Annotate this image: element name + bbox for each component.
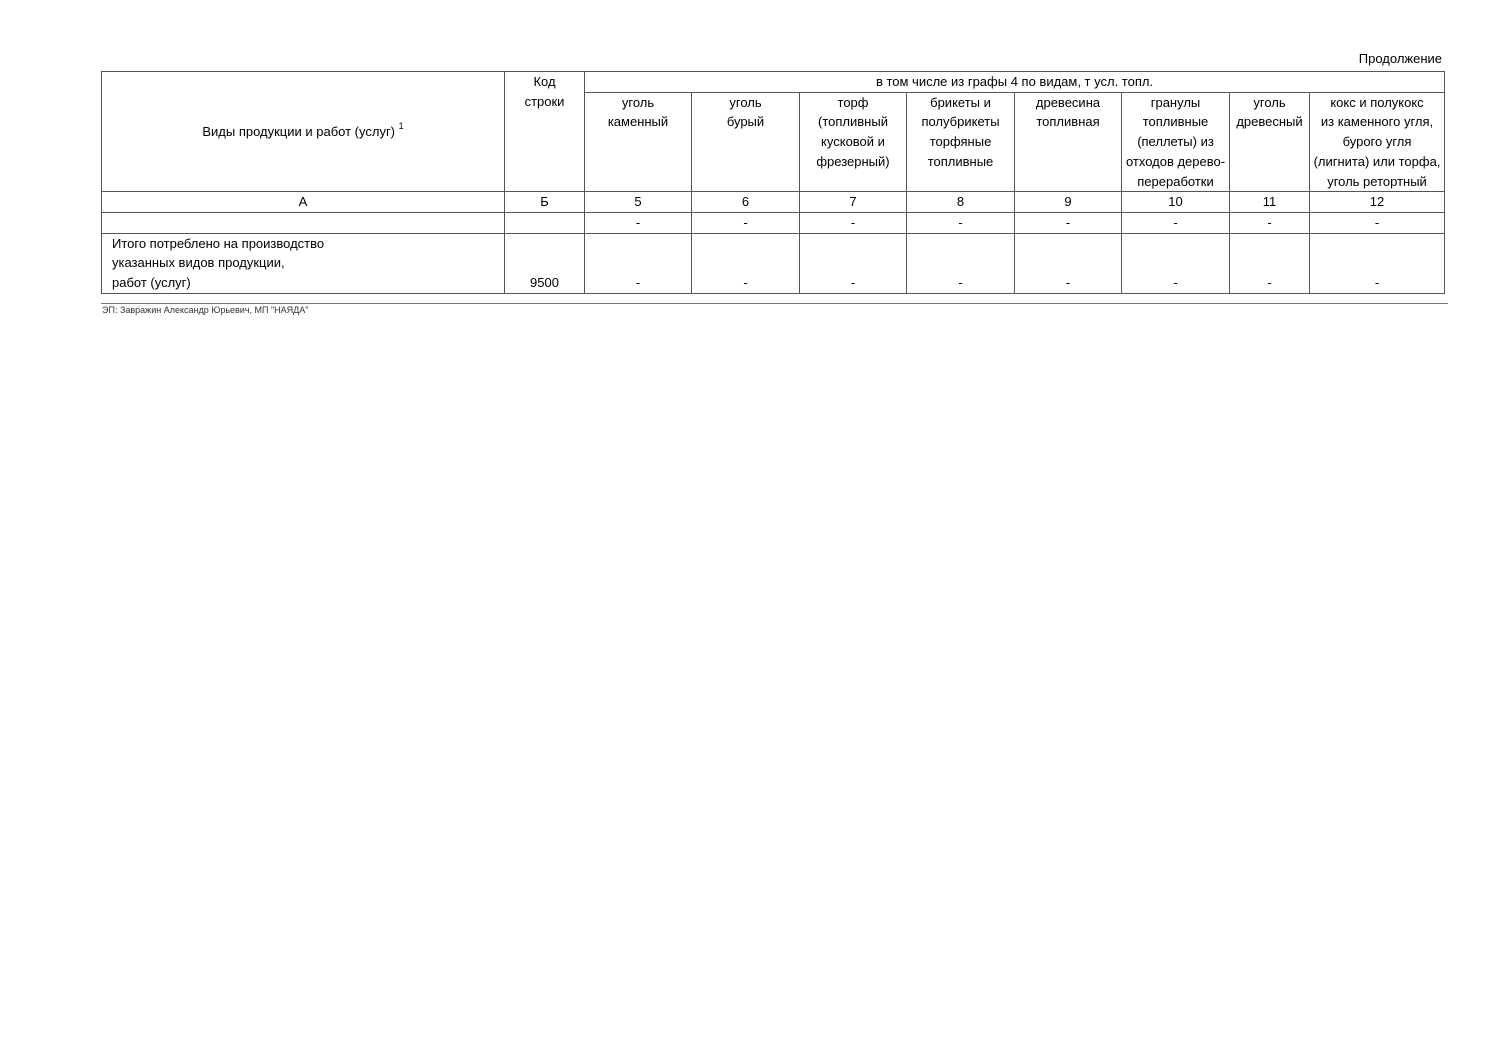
value-cell: - bbox=[1230, 233, 1310, 293]
numbering-cell: 11 bbox=[1230, 192, 1310, 213]
header-line: из каменного угля, bbox=[1320, 114, 1434, 130]
total-row-label bbox=[102, 233, 505, 293]
value-cell: - bbox=[800, 233, 907, 293]
header-line: (топливный bbox=[818, 114, 888, 130]
value-cell: - bbox=[1015, 233, 1122, 293]
value-cell: - bbox=[692, 233, 800, 293]
numbering-cell: 9 bbox=[1015, 192, 1122, 213]
header-line: отходов дерево- bbox=[1125, 153, 1226, 169]
header-row-code bbox=[505, 72, 585, 192]
numbering-cell: Б bbox=[505, 192, 585, 213]
header-col-7 bbox=[800, 92, 907, 192]
header-col-12 bbox=[1310, 92, 1445, 192]
header-col-10 bbox=[1122, 92, 1230, 192]
header-col-6 bbox=[692, 92, 800, 192]
numbering-cell: 6 bbox=[692, 192, 800, 213]
fuel-consumption-table bbox=[101, 71, 1445, 294]
electronic-signature: ЭП: Завражин Александр Юрьевич, МП "НАЯДА" bbox=[102, 305, 309, 315]
value-cell: - bbox=[907, 212, 1015, 233]
value-cell: - bbox=[1122, 233, 1230, 293]
header-line: топливные bbox=[1142, 114, 1209, 130]
header-row-group bbox=[102, 72, 1445, 93]
value-cell: - bbox=[1310, 212, 1445, 233]
header-line: полубрикеты bbox=[921, 114, 1000, 130]
value-cell: - bbox=[1015, 212, 1122, 233]
numbering-cell: А bbox=[102, 192, 505, 213]
header-line: (пеллеты) из bbox=[1137, 134, 1214, 150]
header-col-5 bbox=[585, 92, 692, 192]
header-line: каменный bbox=[607, 114, 669, 130]
footer-divider bbox=[101, 303, 1448, 304]
header-row-code-line: Код bbox=[533, 74, 556, 89]
value-cell: - bbox=[1310, 233, 1445, 293]
header-line: торф bbox=[837, 94, 869, 110]
header-row-code-line: строки bbox=[524, 93, 565, 109]
total-row-label-line: указанных видов продукции, bbox=[112, 255, 285, 271]
header-line: уголь bbox=[621, 94, 655, 110]
header-line: бурый bbox=[726, 114, 765, 130]
value-cell: - bbox=[585, 212, 692, 233]
header-line: топливные bbox=[927, 153, 994, 169]
header-line: переработки bbox=[1137, 173, 1214, 189]
row-label-cell bbox=[102, 212, 505, 233]
footnote-marker: 1 bbox=[398, 121, 404, 132]
total-row-code: 9500 bbox=[505, 233, 585, 293]
total-row bbox=[102, 233, 1445, 293]
value-cell: - bbox=[692, 212, 800, 233]
row-code-cell bbox=[505, 212, 585, 233]
value-cell: - bbox=[1122, 212, 1230, 233]
column-numbering-row bbox=[102, 192, 1445, 213]
header-col-11 bbox=[1230, 92, 1310, 192]
header-col-9 bbox=[1015, 92, 1122, 192]
header-line: бурого угля bbox=[1342, 134, 1412, 150]
header-line: торфяные bbox=[929, 134, 992, 150]
value-cell: - bbox=[585, 233, 692, 293]
numbering-cell: 7 bbox=[800, 192, 907, 213]
total-row-label-line: Итого потреблено на производство bbox=[112, 235, 325, 251]
header-line: гранулы bbox=[1150, 94, 1201, 110]
header-line: уголь bbox=[1253, 94, 1286, 110]
header-line: топливная bbox=[1036, 114, 1100, 130]
numbering-cell: 12 bbox=[1310, 192, 1445, 213]
header-line: древесина bbox=[1035, 94, 1101, 110]
header-col-8 bbox=[907, 92, 1015, 192]
header-line: уголь bbox=[729, 94, 762, 110]
numbering-cell: 5 bbox=[585, 192, 692, 213]
value-cell: - bbox=[907, 233, 1015, 293]
header-line: (лигнита) или торфа, bbox=[1313, 153, 1441, 169]
numbering-cell: 8 bbox=[907, 192, 1015, 213]
header-product-types bbox=[102, 72, 505, 192]
value-cell: - bbox=[1230, 212, 1310, 233]
header-line: кусковой и bbox=[821, 134, 885, 150]
header-group-by-fuel-type: в том числе из графы 4 по видам, т усл. топл. bbox=[585, 72, 1445, 93]
header-line: фрезерный) bbox=[816, 153, 890, 169]
header-line: древесный bbox=[1236, 114, 1303, 130]
header-line: уголь ретортный bbox=[1327, 173, 1427, 189]
header-line: кокс и полукокс bbox=[1330, 94, 1424, 110]
numbering-cell: 10 bbox=[1122, 192, 1230, 213]
value-cell: - bbox=[800, 212, 907, 233]
header-product-types-label: Виды продукции и работ (услуг) bbox=[202, 123, 396, 139]
continuation-label: Продолжение bbox=[1358, 51, 1442, 66]
header-line: брикеты и bbox=[930, 94, 991, 110]
total-row-label-line: работ (услуг) bbox=[112, 275, 191, 291]
table-row bbox=[102, 212, 1445, 233]
